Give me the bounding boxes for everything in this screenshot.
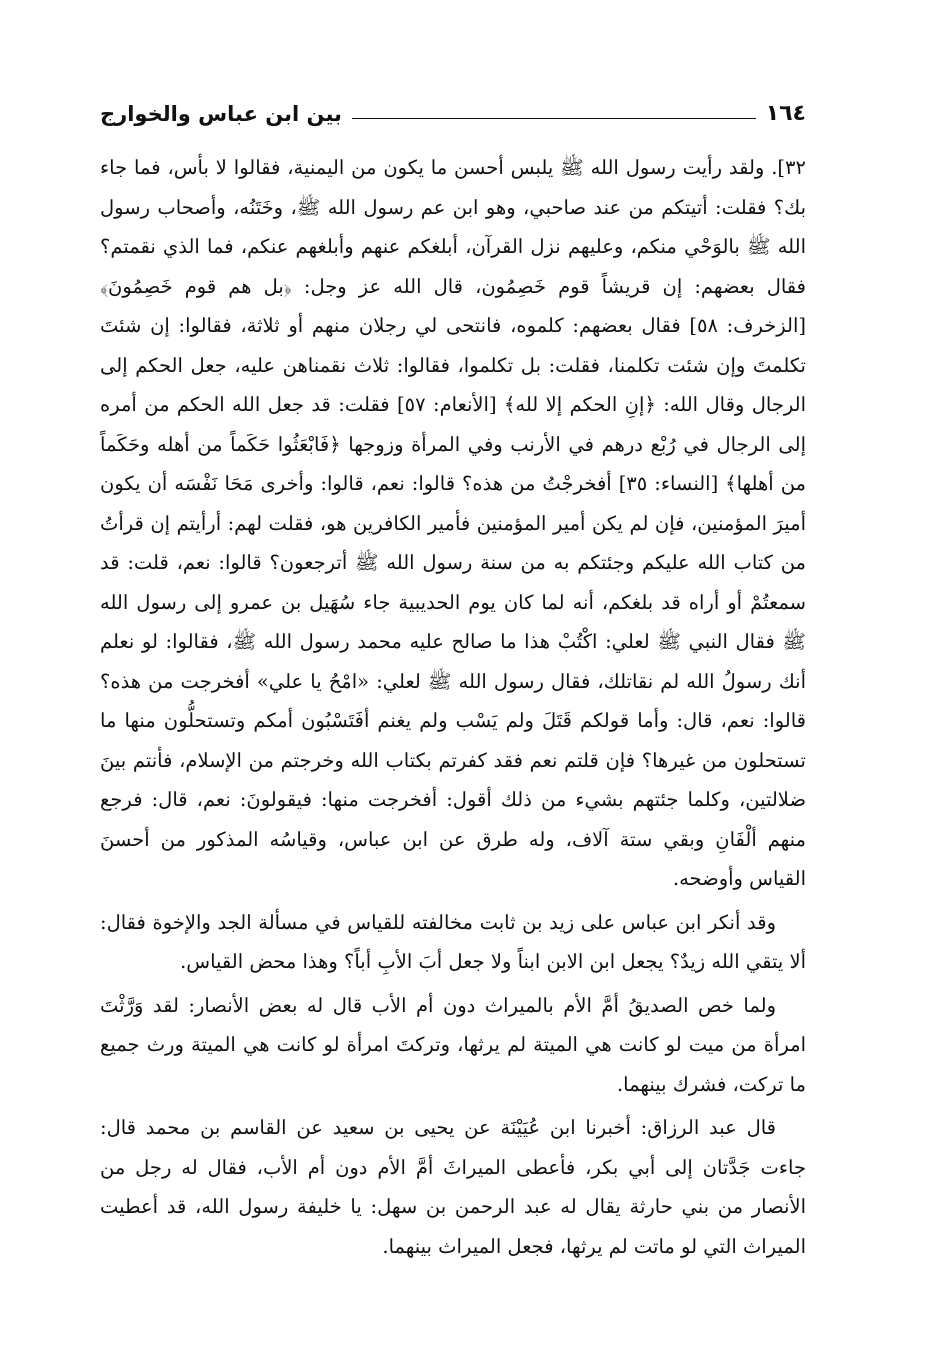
page-number: ١٦٤ xyxy=(765,101,806,126)
body-text xyxy=(100,148,806,1266)
running-header xyxy=(100,92,806,128)
running-title: بين ابن عباس والخوارج xyxy=(100,102,342,126)
paragraph: وقد أنكر ابن عباس على زيد بن ثابت مخالفته للقياس في مسألة الجد والإخوة فقال: ألا يتقي الله زيدٌ؟ يجعل ابن الابن ابناً ولا جعل أبَ الأبِ أباً؟ وهذا محض القياس. xyxy=(100,910,806,973)
paragraph: قال عبد الرزاق: أخبرنا ابن عُيَيْنَة عن يحيى بن سعيد عن القاسم بن محمد قال: جاءت جَدَّتان إلى أبي بكر، فأعطى الميراثَ أمَّ الأم دون أم الأب، فقال له رجل من الأنصار من بني حارثة يقال له عبد الرحمن بن سهل: يا خليفة رسول الله، قد أعطيت الميراث التي لو ماتت لم يرثها، فجعل الميراث بينهما. xyxy=(100,1116,806,1258)
paragraph-continued: ٣٢]. ولقد رأيت رسول الله ﷺ يلبس أحسن ما يكون من اليمنية، فقالوا لا بأس، فما جاء بك؟ فقلت: أتيتكم من عند صاحبي، وهو ابن عم رسول الله ﷺ، وخَتَنُه، وأصحاب رسول الله ﷺ بالوَحْي منكم، وعليهم نزل القرآن، أبلغكم عنهم وأبلغهم عنكم، فما الذي نقمتم؟ فقال بعضهم: إن قريشاً قوم خَصِمُون، قال الله عز وجل: ﴿بل هم قوم خَصِمُونَ﴾ [الزخرف: ٥٨] فقال بعضهم: كلموه، فانتحى لي رجلان منهم أو ثلاثة، فقالوا: إن شئتَ تكلمتَ وإن شئت تكلمنا، فقلت: بل تكلموا، فقالوا: ثلاث نقمناهن عليه، جعل الحكم إلى الرجال وقال الله: ﴿إنِ الحكم إلا لله﴾ [الأنعام: ٥٧] فقلت: قد جعل الله الحكم من أمره إلى الرجال في رُبْع درهم في الأرنب وفي المرأة وزوجها ﴿فَابْعَثُوا حَكَماً من أهله وحَكَماً من أهلها﴾ [النساء: ٣٥] أفخرجْتُ من هذه؟ قالوا: نعم، قالوا: وأخرى مَحَا نَفْسَه أن يكون أميرَ المؤمنين، فإن لم يكن أمير المؤمنين فأمير الكافرين هو، فقلت لهم: أرأيتم إن قرأتُ من كتاب الله عليكم وجئتكم به من سنة رسول الله ﷺ أترجعون؟ قالوا: نعم، قلت: قد سمعتُمْ أو أراه قد بلغكم، أنه لما كان يوم الحديبية جاء سُهَيل بن عمرو إلى رسول الله ﷺ فقال النبي ﷺ لعلي: اكْتُبْ هذا ما صالح عليه محمد رسول الله ﷺ، فقالوا: لو نعلم أنك رسولُ الله لم نقاتلك، فقال رسول الله ﷺ لعلي: «امْحُ يا علي» أفخرجت من هذه؟ قالوا: نعم، قال: وأما قولكم قَتَلَ ولم يَسْب ولم يغنم أفَتَسْبُون أمكم وتستحلُّون منها ما تستحلون من غيرها؟ فإن قلتم نعم فقد كفرتم بكتاب الله وخرجتم من الإسلام، فأنتم بينَ ضلالتين، وكلما جئتهم بشيء من ذلك أقول: أفخرجت منها: فيقولونَ: نعم، قال: فرجع منهم ألْفَانِ وبقي ستة آلاف، وله طرق عن ابن عباس، وقياسُه المذكور من أحسنَ القياس وأوضحه. xyxy=(100,156,806,890)
header-rule xyxy=(352,118,756,119)
paragraph: ولما خص الصديقُ أمَّ الأم بالميراث دون أم الأب قال له بعض الأنصار: لقد وَرَّثْتَ امرأة من ميت لو كانت هي الميتة لم يرثها، وتركتَ امرأة لو كانت هي الميتة ورث جميع ما تركت، فشرك بينهما. xyxy=(100,993,806,1096)
